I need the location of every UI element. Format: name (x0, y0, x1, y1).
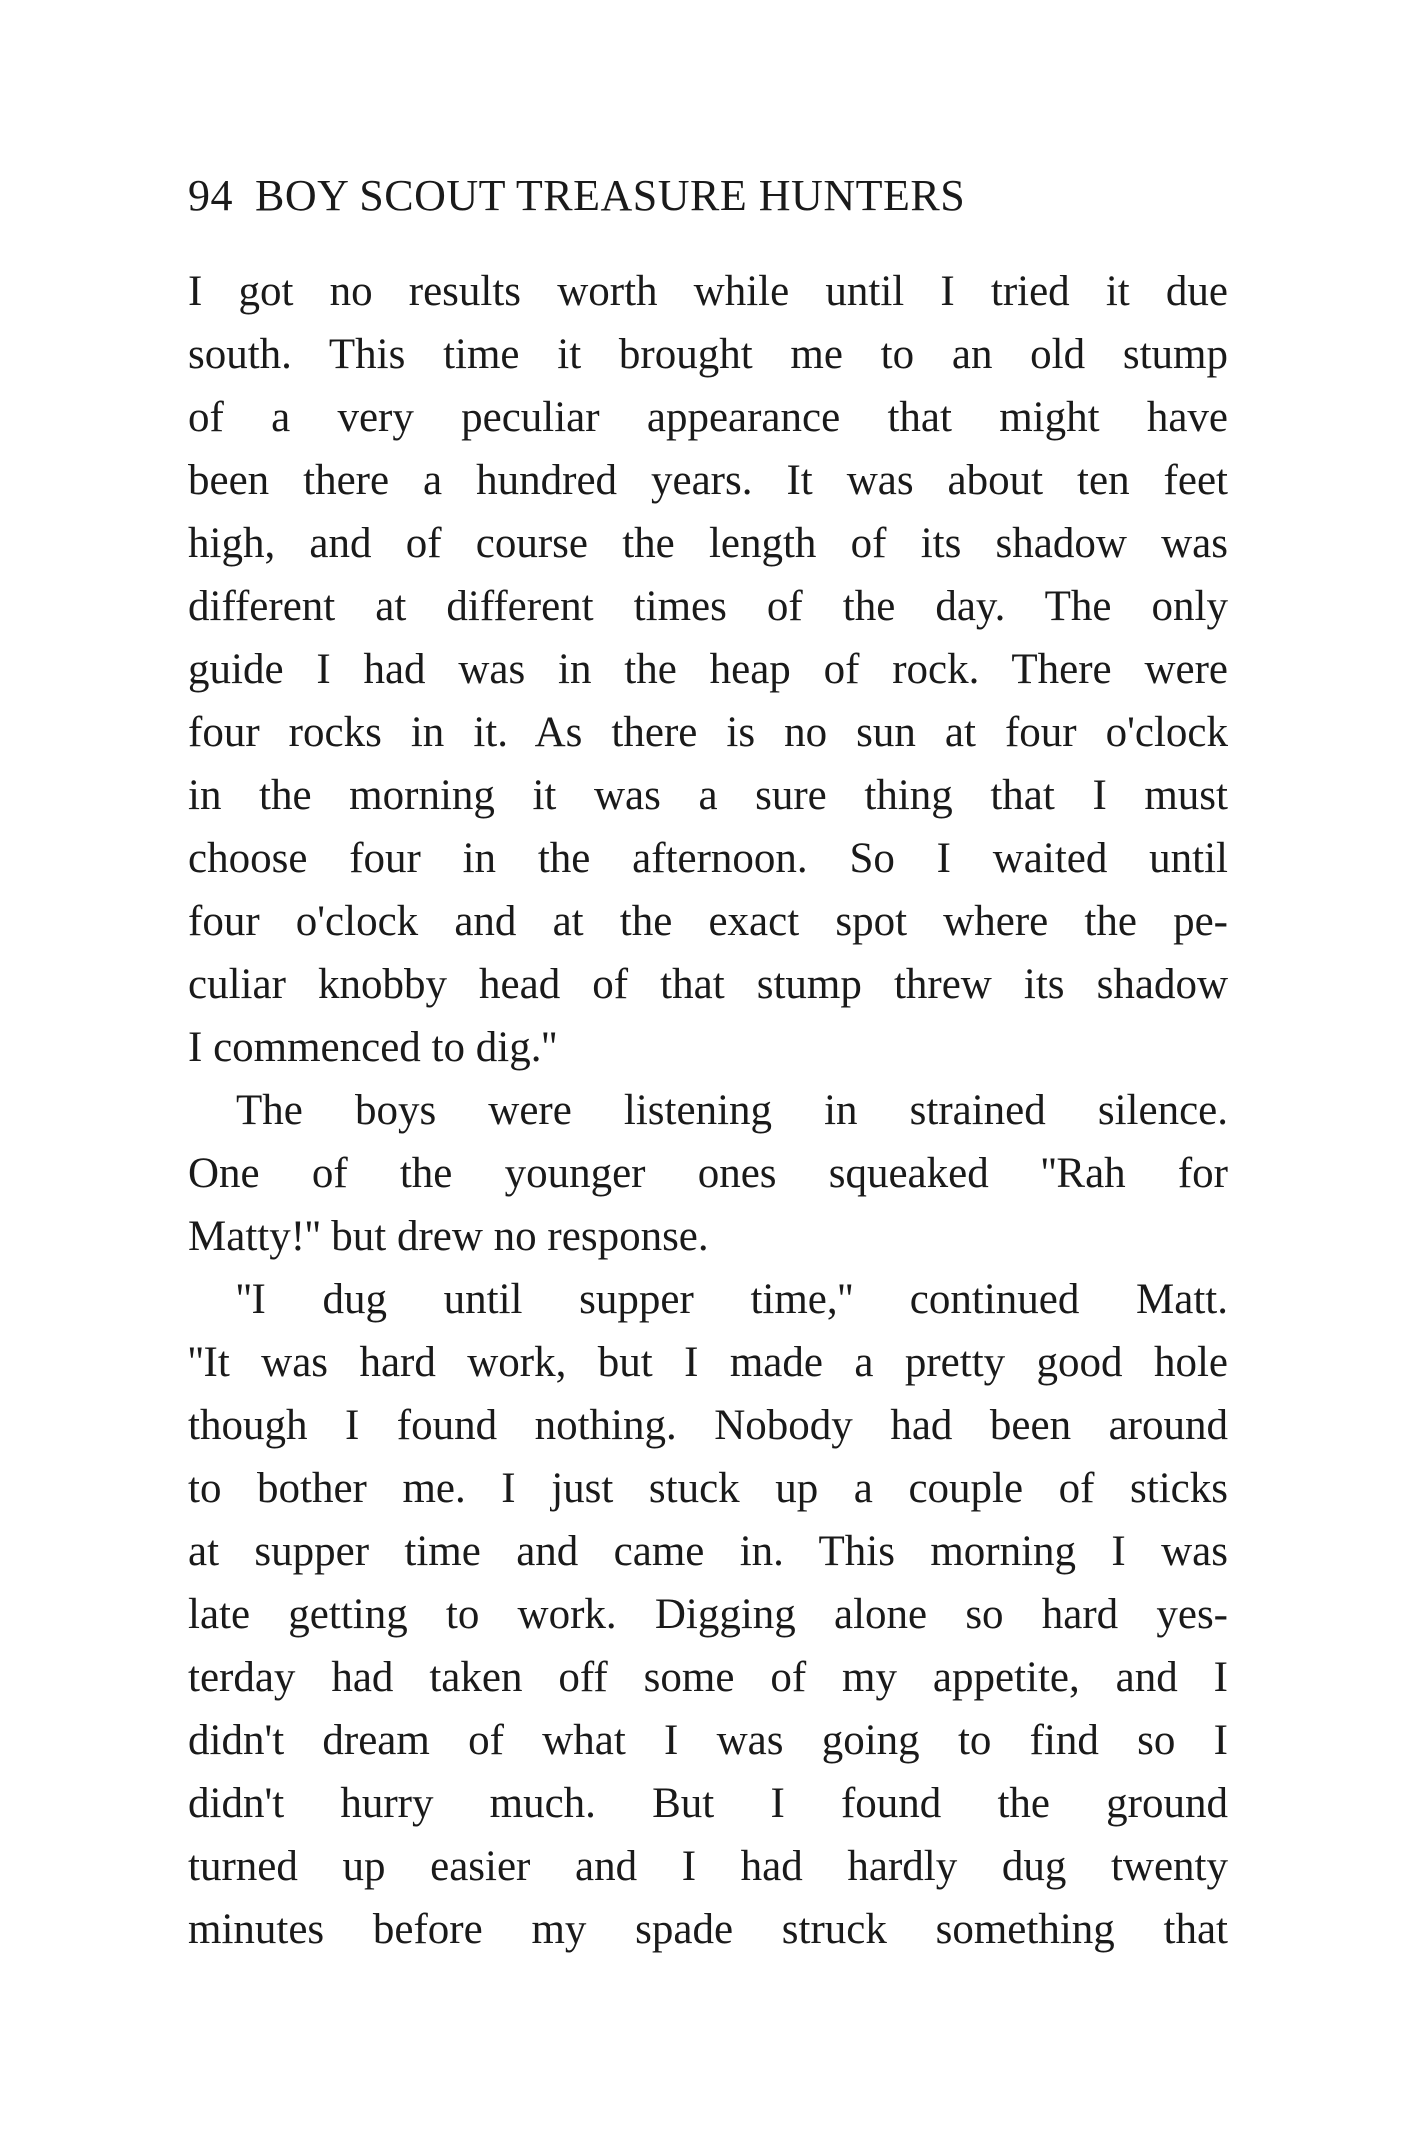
text-line: four o'clock and at the exact spot where the pe- (188, 898, 1228, 945)
text-line: four rocks in it. As there is no sun at four o'clock (188, 709, 1228, 756)
text-line: didn't dream of what I was going to find so I (188, 1717, 1228, 1764)
text-line: Matty!'' but drew no response. (188, 1213, 709, 1260)
text-line: culiar knobby head of that stump threw its shadow (188, 961, 1228, 1008)
text-line: to bother me. I just stuck up a couple of sticks (188, 1465, 1228, 1512)
text-line: choose four in the afternoon. So I waited until (188, 835, 1228, 882)
text-line: at supper time and came in. This morning I was (188, 1528, 1228, 1575)
text-line: didn't hurry much. But I found the ground (188, 1780, 1228, 1827)
paragraph-start-line: ''I dug until supper time,'' continued Matt. (236, 1276, 1228, 1323)
text-line: terday had taken off some of my appetite, and I (188, 1654, 1228, 1701)
paragraph-start-line: The boys were listening in strained silence. (236, 1087, 1228, 1134)
text-line: I commenced to dig.'' (188, 1024, 557, 1071)
text-line: minutes before my spade struck something that (188, 1906, 1228, 1953)
text-line: turned up easier and I had hardly dug twenty (188, 1843, 1228, 1890)
text-line: guide I had was in the heap of rock. There were (188, 646, 1228, 693)
running-title: BOY SCOUT TREASURE HUNTERS (255, 171, 966, 220)
text-line: in the morning it was a sure thing that I must (188, 772, 1228, 819)
text-line: One of the younger ones squeaked ''Rah for (188, 1150, 1228, 1197)
text-line: though I found nothing. Nobody had been around (188, 1402, 1228, 1449)
body-text (188, 260, 1228, 1961)
text-line: of a very peculiar appearance that might have (188, 394, 1228, 441)
text-line: different at different times of the day. The only (188, 583, 1228, 630)
text-line: late getting to work. Digging alone so hard yes- (188, 1591, 1228, 1638)
running-header (188, 168, 1228, 224)
text-line: I got no results worth while until I tried it due (188, 268, 1228, 315)
text-line: been there a hundred years. It was about ten feet (188, 457, 1228, 504)
text-line: ''It was hard work, but I made a pretty good hole (188, 1339, 1228, 1386)
text-line: south. This time it brought me to an old stump (188, 331, 1228, 378)
text-line: high, and of course the length of its shadow was (188, 520, 1228, 567)
page-number: 94 (188, 171, 233, 220)
